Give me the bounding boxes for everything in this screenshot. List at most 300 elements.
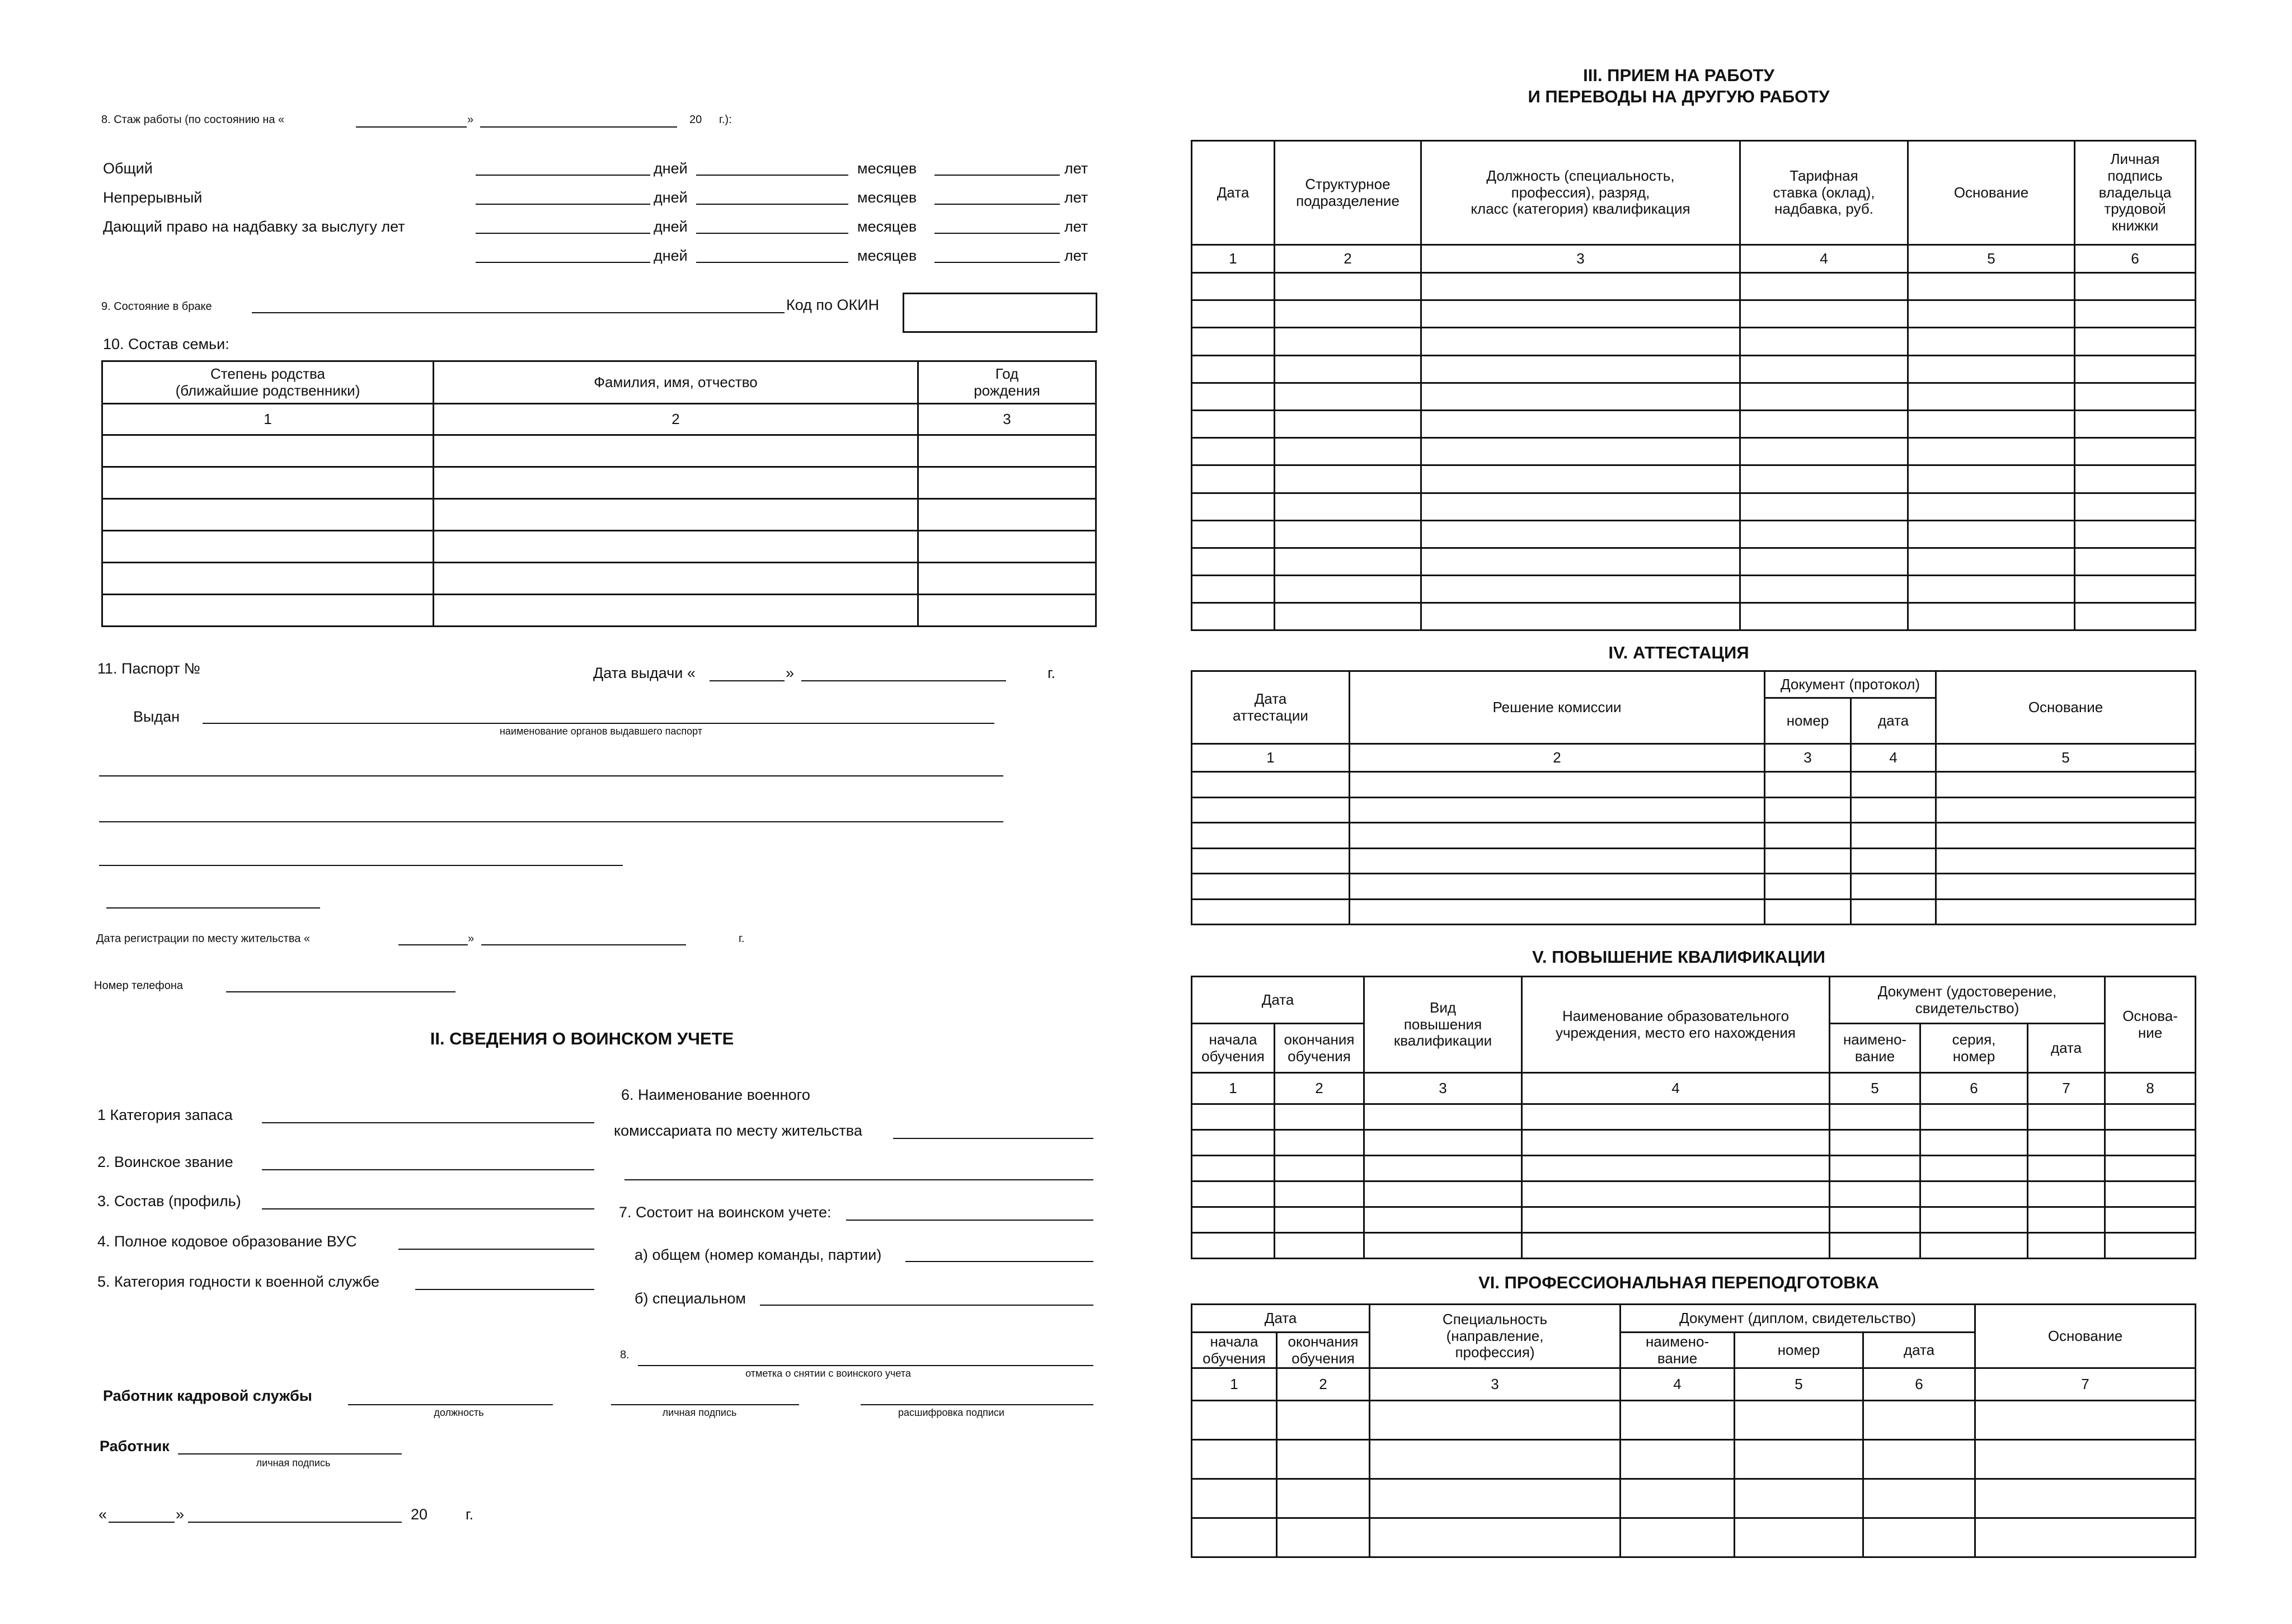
- experience-months-field[interactable]: [696, 204, 848, 205]
- qualification-cell[interactable]: [1830, 1181, 1920, 1207]
- attestation-cell[interactable]: [1350, 874, 1765, 900]
- experience-months-field[interactable]: [696, 233, 848, 234]
- qualification-cell[interactable]: [1275, 1181, 1364, 1207]
- family-cell[interactable]: [918, 499, 1096, 531]
- commissariat-field-2[interactable]: [624, 1179, 1093, 1180]
- attestation-row: [1192, 899, 2196, 925]
- issue-day-field[interactable]: [710, 680, 785, 681]
- employment-cell[interactable]: [1908, 493, 2075, 520]
- experience-months-field[interactable]: [696, 262, 848, 263]
- employment-cell[interactable]: [1192, 273, 1275, 300]
- retraining-cell[interactable]: [1863, 1401, 1975, 1440]
- attestation-cell[interactable]: [1765, 874, 1851, 900]
- qualification-cell[interactable]: [1830, 1130, 1920, 1156]
- employment-cell[interactable]: [1421, 438, 1740, 465]
- experience-years-field[interactable]: [934, 204, 1060, 205]
- employment-cell[interactable]: [2075, 273, 2196, 300]
- family-cell[interactable]: [102, 499, 434, 531]
- okin-code-box[interactable]: [903, 293, 1097, 333]
- retraining-cell[interactable]: [1863, 1440, 1975, 1479]
- qualification-cell[interactable]: [2028, 1104, 2105, 1130]
- qualification-cell[interactable]: [1192, 1156, 1275, 1181]
- attestation-cell[interactable]: [1851, 823, 1936, 849]
- qualification-cell[interactable]: [1830, 1207, 1920, 1233]
- quote-close: »: [786, 665, 795, 681]
- attestation-cell[interactable]: [1192, 874, 1350, 900]
- employment-cell[interactable]: [1275, 493, 1421, 520]
- military-item-field[interactable]: [415, 1289, 594, 1290]
- employment-cell[interactable]: [1192, 410, 1275, 437]
- qualification-cell[interactable]: [1522, 1207, 1830, 1233]
- attestation-cell[interactable]: [1851, 848, 1936, 874]
- attestation-cell[interactable]: [1350, 899, 1765, 925]
- employment-cell[interactable]: [1275, 548, 1421, 575]
- employment-cell[interactable]: [1421, 603, 1740, 630]
- experience-years-field[interactable]: [934, 175, 1060, 176]
- family-cell[interactable]: [434, 531, 918, 563]
- phone-field[interactable]: [226, 991, 455, 992]
- experience-row-label: Непрерывный: [103, 189, 203, 206]
- qualification-cell[interactable]: [1364, 1104, 1522, 1130]
- retraining-cell[interactable]: [1735, 1518, 1863, 1557]
- family-cell[interactable]: [102, 531, 434, 563]
- qualification-cell[interactable]: [1192, 1130, 1275, 1156]
- qualification-cell[interactable]: [2028, 1181, 2105, 1207]
- attestation-cell[interactable]: [1765, 848, 1851, 874]
- attestation-cell[interactable]: [1350, 823, 1765, 849]
- qualification-cell[interactable]: [2105, 1156, 2196, 1181]
- employment-cell[interactable]: [1908, 603, 2075, 630]
- family-cell[interactable]: [918, 531, 1096, 563]
- column-number: 6: [1863, 1368, 1975, 1401]
- employment-cell[interactable]: [1908, 576, 2075, 603]
- general-registry-field[interactable]: [905, 1261, 1093, 1262]
- employment-cell[interactable]: [1275, 300, 1421, 328]
- retraining-cell[interactable]: [1621, 1518, 1735, 1557]
- employment-cell[interactable]: [1740, 328, 1908, 355]
- qualification-cell[interactable]: [2105, 1104, 2196, 1130]
- employment-cell[interactable]: [1740, 603, 1908, 630]
- deregistration-caption: отметка о снятии с воинского учета: [745, 1368, 911, 1379]
- hr-signature-decode-field[interactable]: [861, 1404, 1093, 1405]
- attestation-cell[interactable]: [1765, 899, 1851, 925]
- attestation-table: [1191, 670, 2196, 925]
- attestation-cell[interactable]: [1851, 874, 1936, 900]
- general-registry-label: а) общем (номер команды, партии): [635, 1246, 882, 1263]
- retraining-cell[interactable]: [1370, 1401, 1621, 1440]
- attestation-cell[interactable]: [1936, 797, 2196, 823]
- column-number: 2: [1277, 1368, 1370, 1401]
- qualification-cell[interactable]: [1192, 1233, 1275, 1259]
- commissariat-field[interactable]: [893, 1138, 1093, 1139]
- retraining-cell[interactable]: [1735, 1479, 1863, 1518]
- experience-row-label: Дающий право на надбавку за выслугу лет: [103, 218, 405, 235]
- attestation-cell[interactable]: [1851, 899, 1936, 925]
- retraining-cell[interactable]: [1277, 1401, 1370, 1440]
- retraining-cell[interactable]: [1277, 1518, 1370, 1557]
- attestation-cell[interactable]: [1936, 848, 2196, 874]
- employment-cell[interactable]: [1908, 438, 2075, 465]
- employment-cell[interactable]: [1192, 520, 1275, 548]
- qualification-cell[interactable]: [2028, 1156, 2105, 1181]
- qualification-title: V. ПОВЫШЕНИЕ КВАЛИФИКАЦИИ: [1532, 947, 1825, 967]
- retraining-cell[interactable]: [1735, 1401, 1863, 1440]
- employment-cell[interactable]: [1421, 300, 1740, 328]
- employment-cell[interactable]: [1421, 355, 1740, 383]
- military-registered-field[interactable]: [846, 1220, 1093, 1221]
- experience-years-field[interactable]: [934, 262, 1060, 263]
- retraining-cell[interactable]: [1370, 1479, 1621, 1518]
- family-cell[interactable]: [102, 563, 434, 595]
- qualification-cell[interactable]: [1920, 1104, 2028, 1130]
- employment-cell[interactable]: [1275, 383, 1421, 410]
- retraining-cell[interactable]: [1370, 1440, 1621, 1479]
- retraining-row: [1192, 1440, 2196, 1479]
- qualification-cell[interactable]: [1830, 1233, 1920, 1259]
- employment-cell[interactable]: [1421, 548, 1740, 575]
- retraining-cell[interactable]: [1192, 1440, 1277, 1479]
- column-number: 4: [1740, 245, 1908, 273]
- column-number: 5: [1936, 744, 2196, 772]
- attestation-row: [1192, 823, 2196, 849]
- experience-days-field[interactable]: [476, 175, 650, 176]
- qualification-cell[interactable]: [1830, 1104, 1920, 1130]
- sign-month-field[interactable]: [188, 1522, 402, 1523]
- qualification-cell[interactable]: [2105, 1233, 2196, 1259]
- attestation-cell[interactable]: [1192, 848, 1350, 874]
- employment-row: [1192, 273, 2196, 300]
- special-registry-field[interactable]: [760, 1305, 1093, 1306]
- quote-close: »: [468, 933, 475, 945]
- employment-cell[interactable]: [1192, 603, 1275, 630]
- qualification-cell[interactable]: [2028, 1207, 2105, 1233]
- attestation-cell[interactable]: [1851, 772, 1936, 798]
- retraining-cell[interactable]: [1192, 1479, 1277, 1518]
- year-prefix: 20: [411, 1506, 428, 1523]
- retraining-cell[interactable]: [1621, 1479, 1735, 1518]
- qualification-cell[interactable]: [1920, 1207, 2028, 1233]
- qualification-cell[interactable]: [1364, 1207, 1522, 1233]
- experience-days-field[interactable]: [476, 233, 650, 234]
- employment-cell[interactable]: [2075, 493, 2196, 520]
- employment-cell[interactable]: [1275, 328, 1421, 355]
- retraining-header-specialty: Специальность (направление, профессия): [1370, 1305, 1621, 1368]
- employment-cell[interactable]: [1275, 603, 1421, 630]
- family-row: [102, 435, 1096, 467]
- employment-cell[interactable]: [2075, 410, 2196, 437]
- employment-cell[interactable]: [2075, 355, 2196, 383]
- employment-cell[interactable]: [1908, 410, 2075, 437]
- family-cell[interactable]: [434, 595, 918, 627]
- attestation-cell[interactable]: [1851, 797, 1936, 823]
- employee-signature-field[interactable]: [178, 1453, 402, 1454]
- retraining-header-date: Дата: [1192, 1305, 1370, 1333]
- retraining-cell[interactable]: [1621, 1440, 1735, 1479]
- qualification-cell[interactable]: [2105, 1181, 2196, 1207]
- qualification-cell[interactable]: [1364, 1156, 1522, 1181]
- family-cell[interactable]: [918, 435, 1096, 467]
- retraining-cell[interactable]: [1863, 1518, 1975, 1557]
- employment-cell[interactable]: [1275, 438, 1421, 465]
- employment-cell[interactable]: [1740, 383, 1908, 410]
- employment-cell[interactable]: [2075, 300, 2196, 328]
- employment-cell[interactable]: [2075, 438, 2196, 465]
- employment-cell[interactable]: [1740, 493, 1908, 520]
- employment-row: [1192, 328, 2196, 355]
- issued-by-line-3[interactable]: [99, 821, 1003, 822]
- employment-cell[interactable]: [1192, 548, 1275, 575]
- employment-cell[interactable]: [1908, 273, 2075, 300]
- qualification-cell[interactable]: [1364, 1181, 1522, 1207]
- retraining-title: VI. ПРОФЕССИОНАЛЬНАЯ ПЕРЕПОДГОТОВКА: [1478, 1273, 1879, 1292]
- employment-cell[interactable]: [1740, 576, 1908, 603]
- employment-cell[interactable]: [2075, 548, 2196, 575]
- employment-cell[interactable]: [1192, 438, 1275, 465]
- employment-cell[interactable]: [1421, 410, 1740, 437]
- commissariat-label-1: 6. Наименование военного: [621, 1086, 810, 1103]
- employment-cell[interactable]: [1275, 273, 1421, 300]
- employment-cell[interactable]: [1421, 465, 1740, 493]
- retraining-cell[interactable]: [1192, 1401, 1277, 1440]
- employment-cell[interactable]: [1908, 548, 2075, 575]
- employment-cell[interactable]: [1908, 383, 2075, 410]
- employment-cell[interactable]: [1740, 300, 1908, 328]
- employment-cell[interactable]: [1275, 576, 1421, 603]
- employment-cell[interactable]: [1740, 438, 1908, 465]
- deregistration-field[interactable]: [638, 1365, 1093, 1366]
- attestation-cell[interactable]: [1936, 772, 2196, 798]
- employment-cell[interactable]: [1275, 465, 1421, 493]
- employment-cell[interactable]: [1908, 465, 2075, 493]
- employment-cell[interactable]: [2075, 465, 2196, 493]
- military-item-field[interactable]: [262, 1169, 594, 1170]
- retraining-row: [1192, 1479, 2196, 1518]
- issue-date-label: Дата выдачи «: [593, 665, 696, 681]
- employment-cell[interactable]: [1421, 493, 1740, 520]
- employment-cell[interactable]: [1192, 300, 1275, 328]
- qualification-cell[interactable]: [1830, 1156, 1920, 1181]
- family-cell[interactable]: [102, 435, 434, 467]
- attestation-cell[interactable]: [1350, 797, 1765, 823]
- marital-status-label: 9. Состояние в браке: [101, 300, 212, 313]
- attestation-row: [1192, 797, 2196, 823]
- employment-cell[interactable]: [1275, 355, 1421, 383]
- qualification-cell[interactable]: [1192, 1181, 1275, 1207]
- family-cell[interactable]: [434, 563, 918, 595]
- attestation-cell[interactable]: [1350, 772, 1765, 798]
- qualification-cell[interactable]: [2105, 1207, 2196, 1233]
- qualification-cell[interactable]: [1275, 1104, 1364, 1130]
- quote-close: »: [176, 1506, 185, 1523]
- employment-cell[interactable]: [1275, 410, 1421, 437]
- employment-cell[interactable]: [2075, 328, 2196, 355]
- experience-days-field[interactable]: [476, 204, 650, 205]
- qualification-cell[interactable]: [2028, 1130, 2105, 1156]
- deregistration-label: 8.: [620, 1349, 630, 1361]
- employment-cell[interactable]: [1421, 328, 1740, 355]
- family-cell[interactable]: [434, 499, 918, 531]
- marital-status-field[interactable]: [252, 312, 785, 313]
- employment-cell[interactable]: [1421, 520, 1740, 548]
- retraining-cell[interactable]: [1277, 1479, 1370, 1518]
- registration-month-field[interactable]: [481, 944, 686, 945]
- experience-months-field[interactable]: [696, 175, 848, 176]
- family-row: [102, 595, 1096, 627]
- employment-cell[interactable]: [1908, 355, 2075, 383]
- employment-cell[interactable]: [1908, 328, 2075, 355]
- employee-signature-caption: личная подпись: [256, 1457, 331, 1468]
- employment-cell[interactable]: [1740, 465, 1908, 493]
- qualification-cell[interactable]: [1192, 1104, 1275, 1130]
- qualification-cell[interactable]: [2105, 1130, 2196, 1156]
- attestation-cell[interactable]: [1192, 823, 1350, 849]
- issued-by-line-4[interactable]: [99, 865, 623, 866]
- employment-cell[interactable]: [1192, 355, 1275, 383]
- attestation-cell[interactable]: [1936, 823, 2196, 849]
- family-cell[interactable]: [434, 467, 918, 499]
- employment-cell[interactable]: [1192, 465, 1275, 493]
- employment-cell[interactable]: [2075, 603, 2196, 630]
- experience-days-field[interactable]: [476, 262, 650, 263]
- employment-cell[interactable]: [1421, 576, 1740, 603]
- qualification-row: [1192, 1104, 2196, 1130]
- retraining-cell[interactable]: [1975, 1440, 2196, 1479]
- qualification-cell[interactable]: [1522, 1156, 1830, 1181]
- hr-signature-field[interactable]: [611, 1404, 799, 1405]
- years-label: лет: [1064, 160, 1088, 177]
- military-item-field[interactable]: [262, 1122, 594, 1123]
- employment-cell[interactable]: [2075, 383, 2196, 410]
- employment-cell[interactable]: [1192, 383, 1275, 410]
- year-suffix: г.: [466, 1506, 474, 1523]
- employment-cell[interactable]: [2075, 520, 2196, 548]
- qualification-cell[interactable]: [1522, 1104, 1830, 1130]
- retraining-cell[interactable]: [1192, 1518, 1277, 1557]
- years-label: лет: [1064, 247, 1088, 264]
- qualification-cell[interactable]: [1522, 1130, 1830, 1156]
- employment-cell[interactable]: [1908, 300, 2075, 328]
- signature-caption: личная подпись: [662, 1407, 737, 1418]
- qualification-header-doc-name: наимено- вание: [1830, 1024, 1920, 1073]
- family-cell[interactable]: [434, 435, 918, 467]
- attestation-cell[interactable]: [1765, 797, 1851, 823]
- qualification-header-document: Документ (удостоверение, свидетельство): [1830, 977, 2105, 1024]
- attestation-cell[interactable]: [1350, 848, 1765, 874]
- column-number: 5: [1830, 1073, 1920, 1104]
- family-cell[interactable]: [918, 595, 1096, 627]
- issued-by-field[interactable]: [203, 723, 994, 724]
- employment-header-department: Структурное подразделение: [1275, 141, 1421, 245]
- employment-cell[interactable]: [1740, 355, 1908, 383]
- issue-month-field[interactable]: [801, 680, 1006, 681]
- retraining-cell[interactable]: [1863, 1479, 1975, 1518]
- military-item-field[interactable]: [398, 1249, 594, 1250]
- attestation-cell[interactable]: [1192, 899, 1350, 925]
- employment-cell[interactable]: [1192, 493, 1275, 520]
- employment-cell[interactable]: [1908, 520, 2075, 548]
- employment-cell[interactable]: [1740, 273, 1908, 300]
- qualification-cell[interactable]: [1275, 1130, 1364, 1156]
- experience-month-field[interactable]: [480, 126, 677, 128]
- qualification-row: [1192, 1156, 2196, 1181]
- commissariat-label-2: комиссариата по месту жительства: [614, 1122, 862, 1139]
- column-number: 3: [918, 404, 1096, 435]
- employment-header-basis: Основание: [1908, 141, 2075, 245]
- military-item-label: 1 Категория запаса: [97, 1107, 233, 1123]
- retraining-cell[interactable]: [1621, 1401, 1735, 1440]
- qualification-cell[interactable]: [1920, 1156, 2028, 1181]
- employment-cell[interactable]: [2075, 576, 2196, 603]
- employment-cell[interactable]: [1740, 410, 1908, 437]
- employment-cell[interactable]: [1192, 328, 1275, 355]
- qualification-cell[interactable]: [1364, 1233, 1522, 1259]
- registration-day-field[interactable]: [398, 944, 468, 945]
- qualification-cell[interactable]: [1275, 1156, 1364, 1181]
- experience-years-field[interactable]: [934, 233, 1060, 234]
- qualification-cell[interactable]: [1920, 1130, 2028, 1156]
- signature-decode-caption: расшифровка подписи: [898, 1407, 1004, 1418]
- attestation-cell[interactable]: [1936, 899, 2196, 925]
- qualification-cell[interactable]: [1522, 1181, 1830, 1207]
- attestation-cell[interactable]: [1765, 823, 1851, 849]
- military-item-field[interactable]: [262, 1208, 594, 1209]
- employment-cell[interactable]: [1192, 576, 1275, 603]
- attestation-cell[interactable]: [1936, 874, 2196, 900]
- attestation-cell[interactable]: [1192, 772, 1350, 798]
- employment-cell[interactable]: [1740, 548, 1908, 575]
- military-title: II. СВЕДЕНИЯ О ВОИНСКОМ УЧЕТЕ: [430, 1029, 734, 1048]
- retraining-cell[interactable]: [1277, 1440, 1370, 1479]
- family-header-birth-year: Год рождения: [918, 361, 1096, 404]
- hr-position-field[interactable]: [348, 1404, 553, 1405]
- qualification-cell[interactable]: [1192, 1207, 1275, 1233]
- qualification-cell[interactable]: [2028, 1233, 2105, 1259]
- employment-cell[interactable]: [1275, 520, 1421, 548]
- employment-cell[interactable]: [1740, 520, 1908, 548]
- attestation-cell[interactable]: [1765, 772, 1851, 798]
- qualification-cell[interactable]: [1522, 1233, 1830, 1259]
- family-cell[interactable]: [918, 467, 1096, 499]
- qualification-cell[interactable]: [1920, 1181, 2028, 1207]
- qualification-cell[interactable]: [1920, 1233, 2028, 1259]
- column-number: 7: [2028, 1073, 2105, 1104]
- retraining-cell[interactable]: [1975, 1401, 2196, 1440]
- family-cell[interactable]: [918, 563, 1096, 595]
- issued-by-line-5[interactable]: [106, 907, 320, 909]
- sign-day-field[interactable]: [109, 1522, 175, 1523]
- retraining-cell[interactable]: [1975, 1518, 2196, 1557]
- qualification-cell[interactable]: [1364, 1130, 1522, 1156]
- experience-day-field[interactable]: [356, 126, 467, 128]
- retraining-cell[interactable]: [1370, 1518, 1621, 1557]
- retraining-cell[interactable]: [1975, 1479, 2196, 1518]
- issued-by-line-2[interactable]: [99, 775, 1003, 776]
- years-label: лет: [1064, 218, 1088, 235]
- qualification-cell[interactable]: [1275, 1233, 1364, 1259]
- employment-cell[interactable]: [1421, 273, 1740, 300]
- column-number: 3: [1765, 744, 1851, 772]
- phone-label: Номер телефона: [94, 980, 184, 992]
- employment-row: [1192, 465, 2196, 493]
- family-cell[interactable]: [102, 467, 434, 499]
- family-cell[interactable]: [102, 595, 434, 627]
- qualification-cell[interactable]: [1275, 1207, 1364, 1233]
- column-number: 1: [1192, 1368, 1277, 1401]
- employment-cell[interactable]: [1421, 383, 1740, 410]
- military-registered-label: 7. Состоит на воинском учете:: [619, 1204, 832, 1221]
- retraining-cell[interactable]: [1735, 1440, 1863, 1479]
- attestation-cell[interactable]: [1192, 797, 1350, 823]
